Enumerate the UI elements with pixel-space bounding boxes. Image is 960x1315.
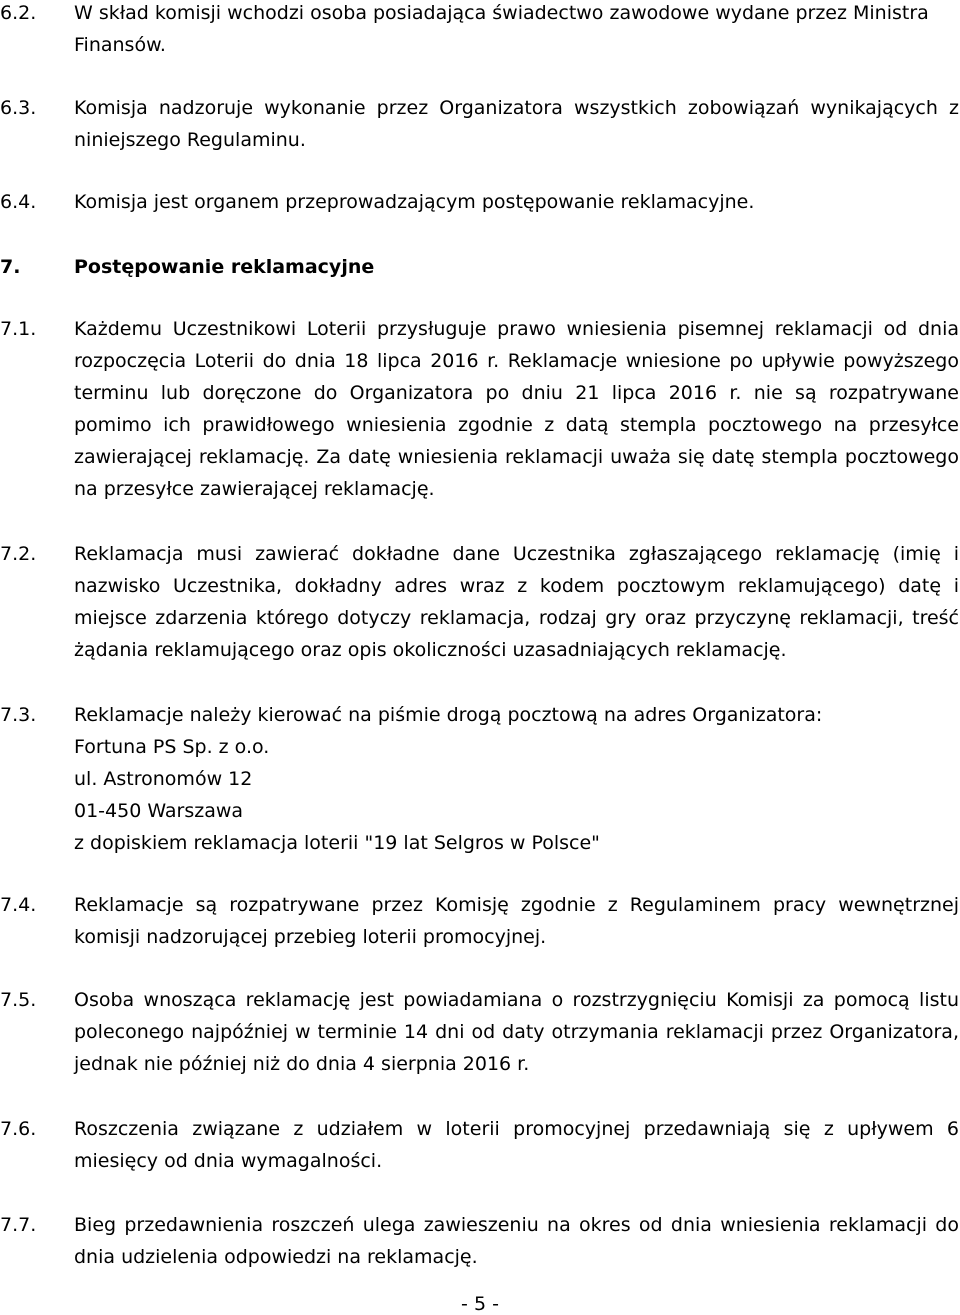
section-title: Postępowanie reklamacyjne [74,256,375,278]
address-line: ul. Astronomów 12 [74,768,253,790]
section-6-2 [0,0,960,61]
section-7-6 [0,1113,960,1177]
section-number: 6.3. [0,97,37,119]
section-text: Komisja jest organem przeprowadzającym postępowanie reklamacyjne. [74,191,755,213]
page-number: - 5 - [461,1293,499,1315]
section-text: Reklamacje są rozpatrywane przez Komisję zgodnie z Regulaminem pracy wewnętrznej komisji nadzorującej przebieg loterii promocyjnej. [74,894,959,948]
section-text: Osoba wnosząca reklamację jest powiadamiana o rozstrzygnięciu Komisji za pomocą listu poleconego najpóźniej w terminie 14 dni od daty otrzymania reklamacji przez Organizatora, jednak nie później niż do dnia 4 sierpnia 2016 r. [74,989,959,1075]
section-7-2 [0,538,960,666]
section-6-3 [0,92,960,156]
section-number: 7.6. [0,1118,37,1140]
section-number: 7.3. [0,704,37,726]
section-6-4 [0,186,960,218]
section-number: 7.7. [0,1214,37,1236]
section-number: 6.4. [0,191,37,213]
section-number: 7.2. [0,543,37,565]
section-7-3 [0,699,960,859]
section-7-1 [0,313,960,505]
address-line: z dopiskiem reklamacja loterii "19 lat Selgros w Polsce" [74,832,600,854]
section-text: Roszczenia związane z udziałem w loterii promocyjnej przedawniają się z upływem 6 miesięcy od dnia wymagalności. [74,1118,959,1172]
section-7-7 [0,1209,960,1273]
section-number: 7.5. [0,989,37,1011]
section-text: W skład komisji wchodzi osoba posiadająca świadectwo zawodowe wydane przez Ministra Finansów. [74,2,929,56]
section-text: Reklamacje należy kierować na piśmie drogą pocztową na adres Organizatora: [74,704,823,726]
address-line: 01-450 Warszawa [74,800,244,822]
address-line: Fortuna PS Sp. z o.o. [74,736,270,758]
section-text: Komisja nadzoruje wykonanie przez Organizatora wszystkich zobowiązań wynikających z niniejszego Regulaminu. [74,97,959,151]
section-number: 7.1. [0,318,37,340]
section-number: 7.4. [0,894,37,916]
section-number: 7. [0,256,21,278]
section-7-4 [0,889,960,953]
section-7-heading [0,251,960,283]
section-content [74,699,959,859]
section-text: Bieg przedawnienia roszczeń ulega zawieszeniu na okres od dnia wniesienia reklamacji do dnia udzielenia odpowiedzi na reklamację. [74,1214,959,1268]
section-text: Każdemu Uczestnikowi Loterii przysługuje prawo wniesienia pisemnej reklamacji od dnia rozpoczęcia Loterii do dnia 18 lipca 2016 r. Reklamacje wniesione po upływie powyższego terminu lub doręczone do Organizatora po dniu 21 lipca 2016 r. nie są rozpatrywane pomimo ich prawidłowego wniesienia zgodnie z datą stempla pocztowego na przesyłce zawierającej reklamację. Za datę wniesienia reklamacji uważa się datę stempla pocztowego na przesyłce zawierającej reklamację. [74,318,959,500]
section-7-5 [0,984,960,1080]
section-text: Reklamacja musi zawierać dokładne dane Uczestnika zgłaszającego reklamację (imię i nazwisko Uczestnika, dokładny adres wraz z kodem pocztowym reklamującego) datę i miejsce zdarzenia którego dotyczy reklamacja, rodzaj gry oraz przyczynę reklamacji, treść żądania reklamującego oraz opis okoliczności uzasadniających reklamację. [74,543,959,661]
section-number: 6.2. [0,2,37,24]
